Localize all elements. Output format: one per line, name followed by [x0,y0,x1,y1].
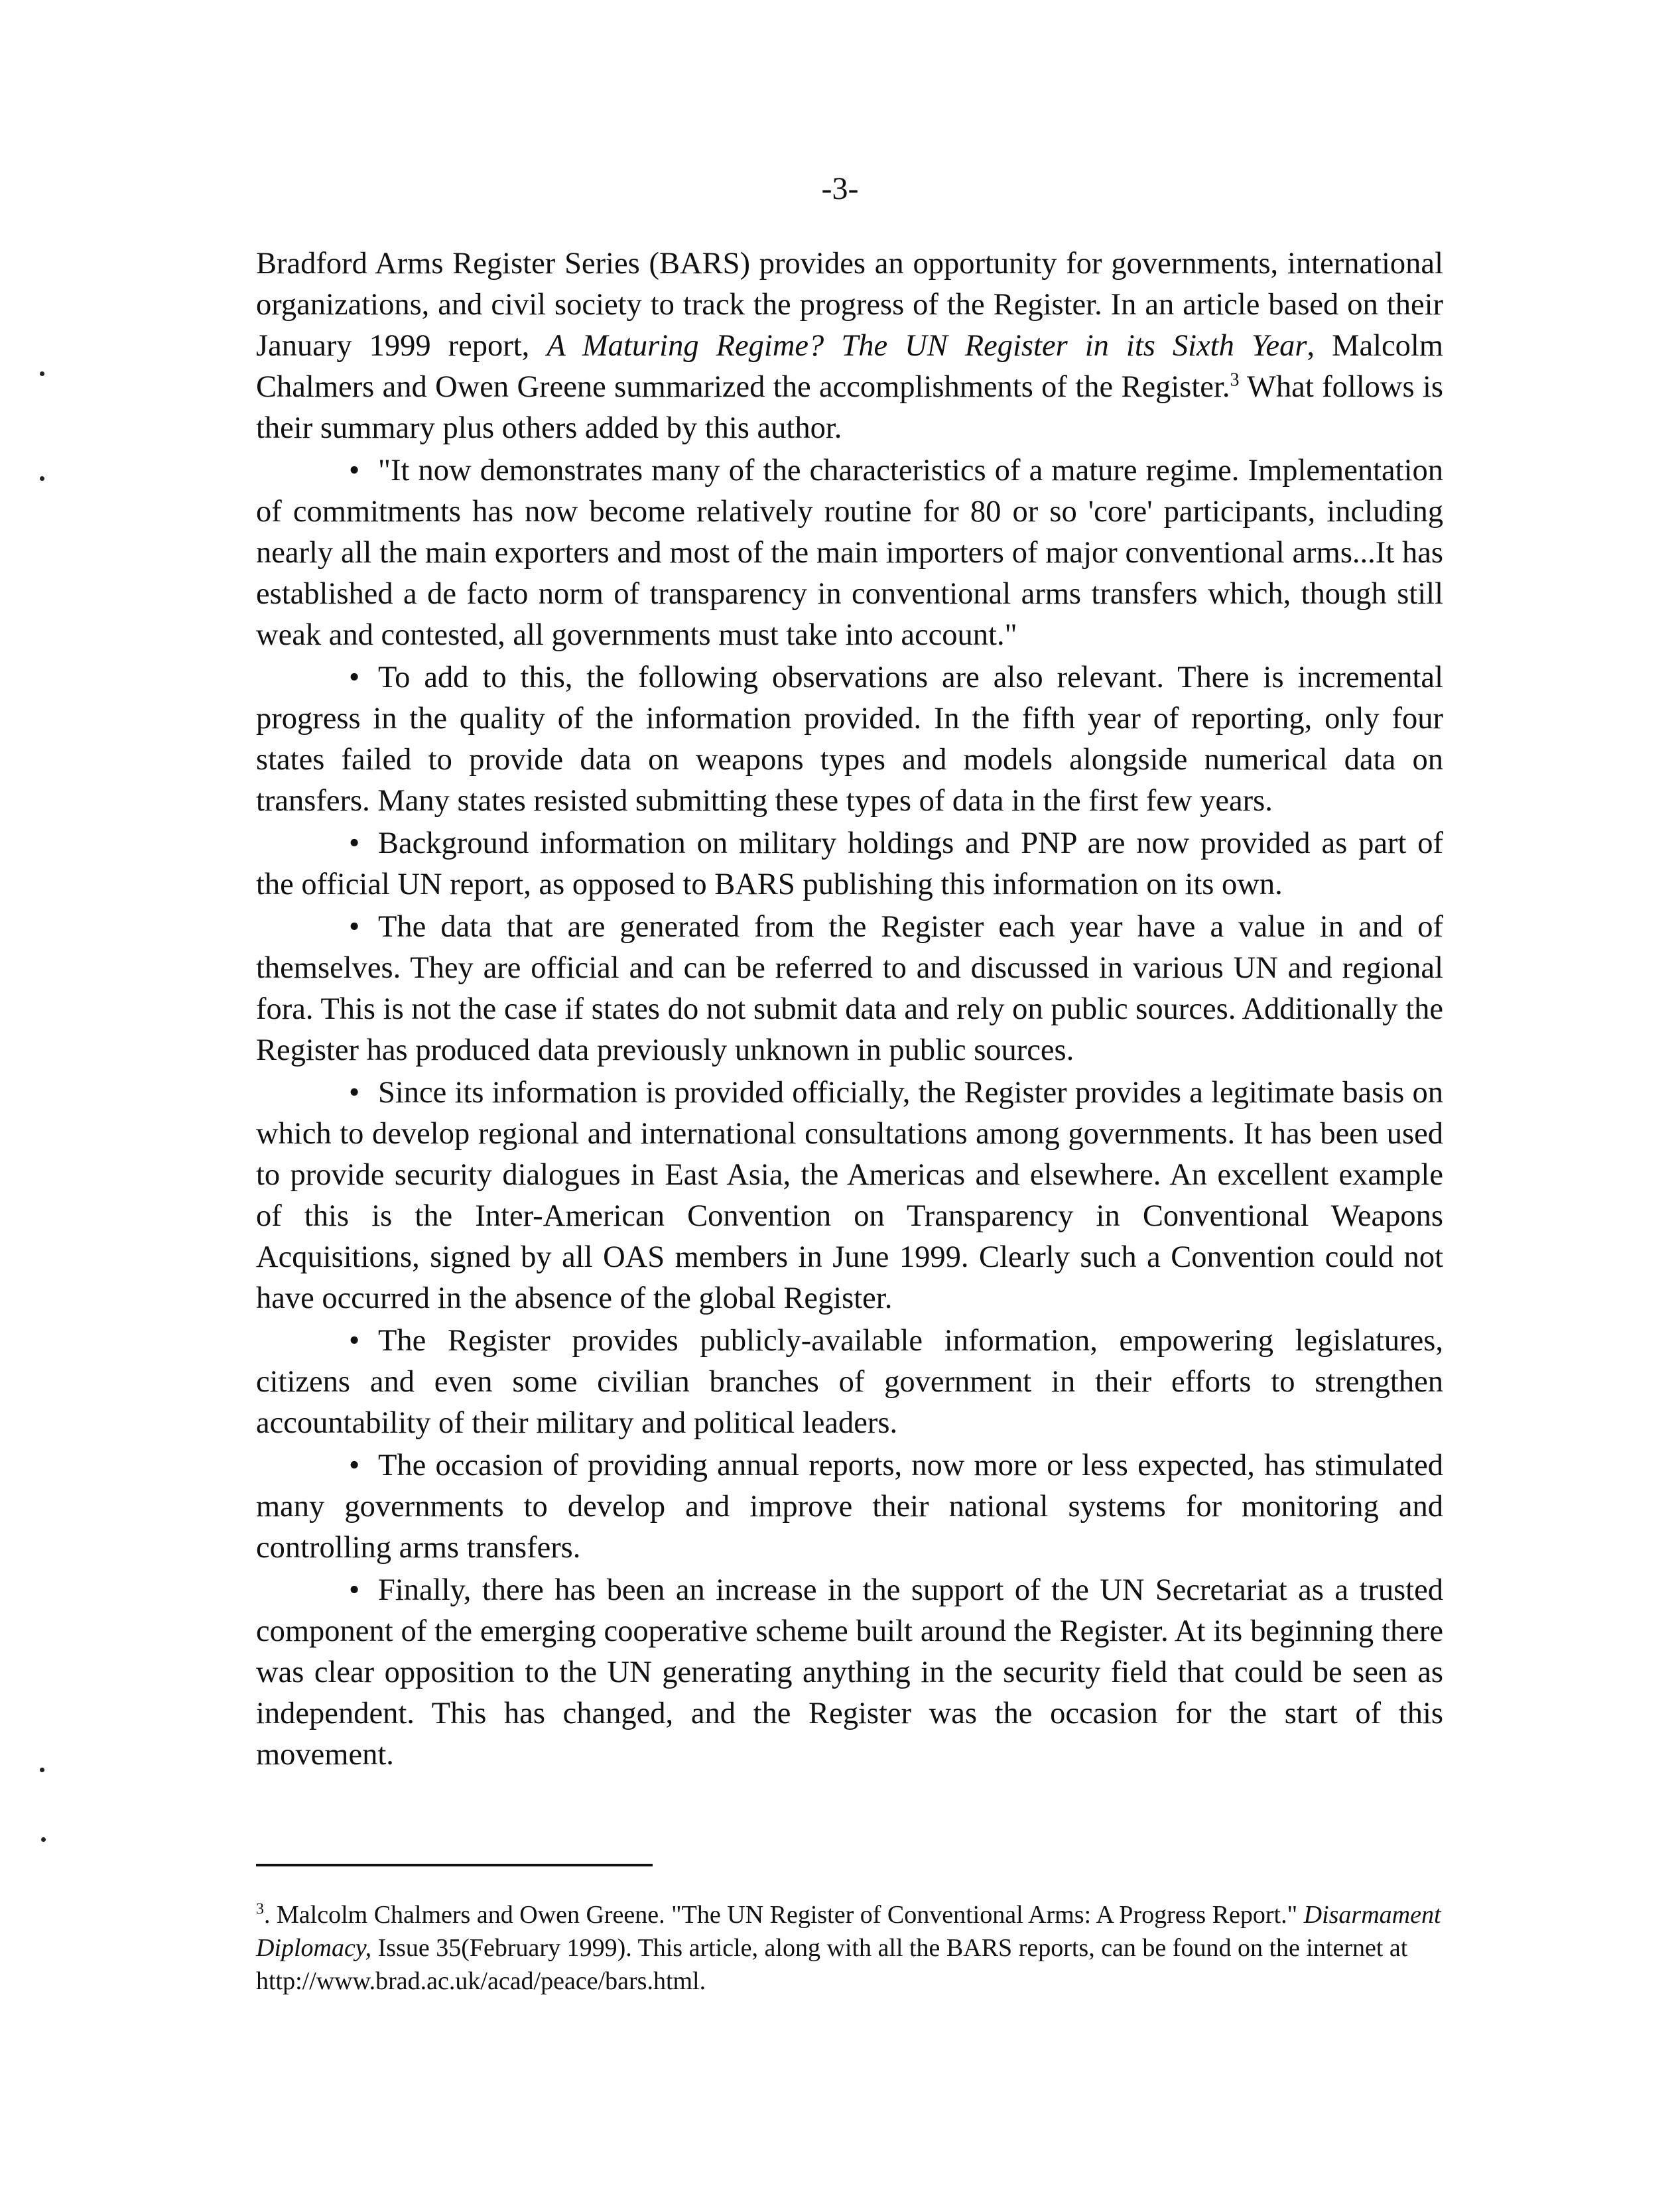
intro-text-2: , Malcolm Chalmers and Owen Greene summarized the accomplishments of the Register. [256,329,1443,404]
bullet-text: The Register provides publicly-available information, empowering legislatures, citizens and even some civilian branches of government in their efforts to strengthen accountability of their military and political leaders. [256,1324,1443,1440]
scan-speck [40,1768,44,1772]
footnote-journal: Disarmament Diplomacy, [256,1901,1441,1962]
bullet-text: "It now demonstrates many of the characteristics of a mature regime. Implementation of commitments has now become relatively routine for 80 or so 'core' participants, including nearly all the main exporters and most of the main importers of major conventional arms...It has established a de facto norm of transparency in conventional arms transfers which, though still weak and contested, all governments must take into account." [256,454,1443,652]
body-text [256,243,1443,1776]
bullet-item [256,657,1443,822]
scan-speck [40,371,44,376]
bullet-icon: • [349,1449,360,1482]
bullet-icon: • [349,910,360,944]
bullet-icon: • [349,1573,360,1607]
bullet-item [256,823,1443,905]
scan-speck [40,476,44,481]
bullet-item [256,1321,1443,1444]
bullet-icon: • [349,454,360,487]
footnote [256,1898,1443,1998]
bullet-text: The data that are generated from the Register each year have a value in and of themselves. They are official and can be referred to and discussed in various UN and regional fora. This is not the case if states do not submit data and rely on public sources. Additionally the Register has produced data previously unknown in public sources. [256,910,1443,1067]
bullet-icon: • [349,1076,360,1110]
bullet-text: The occasion of providing annual reports, now more or less expected, has stimulated many governments to develop and improve their national systems for monitoring and controlling arms transfers. [256,1449,1443,1565]
scan-speck [41,1837,46,1842]
footnote-rest: Issue 35(February 1999). This article, along with all the BARS reports, can be found on the internet at http://www.brad.ac.uk/acad/peace/bars.html. [256,1934,1408,1995]
bullet-icon: • [349,826,360,860]
bullet-text: Finally, there has been an increase in the support of the UN Secretariat as a trusted component of the emerging cooperative scheme built around the Register. At its beginning there was clear opposition to the UN generating anything in the security field that could be seen as independent. This has changed, and the Register was the occasion for the start of this movement. [256,1573,1443,1772]
footnote-marker: 3 [256,1900,264,1918]
footnote-reference: 3 [1230,369,1240,391]
bullet-item [256,450,1443,656]
intro-text-3: What follows is their summary plus others added by this author. [256,370,1444,445]
bullet-text: Background information on military holdings and PNP are now provided as part of the official UN report, as opposed to BARS publishing this information on its own. [256,826,1443,901]
report-title: A Maturing Regime? The UN Register in its Sixth Year [547,329,1307,363]
bullet-item [256,1570,1443,1776]
footnote-lead: . Malcolm Chalmers and Owen Greene. "The UN Register of Conventional Arms: A Progress Report." [264,1901,1304,1929]
footnote-divider [256,1864,653,1866]
intro-paragraph [256,243,1443,449]
page-number: -3- [821,171,859,206]
bullet-text: Since its information is provided officially, the Register provides a legitimate basis on which to develop regional and international consultations among governments. It has been used to provide security dialogues in East Asia, the Americas and elsewhere. An excellent example of this is the Inter-American Convention on Transparency in Conventional Weapons Acquisitions, signed by all OAS members in June 1999. Clearly such a Convention could not have occurred in the absence of the global Register. [256,1076,1443,1315]
bullet-item [256,1445,1443,1569]
bullet-item [256,907,1443,1071]
bullet-icon: • [349,1324,360,1358]
bullet-text: To add to this, the following observations are also relevant. There is incremental progress in the quality of the information provided. In the fifth year of reporting, only four states failed to provide data on weapons types and models alongside numerical data on transfers. Many states resisted submitting these types of data in the first few years. [256,661,1443,818]
bullet-icon: • [349,661,360,694]
intro-text-1: Bradford Arms Register Series (BARS) provides an opportunity for governments, international organizations, and civil society to track the progress of the Register. In an article based on their January 1999 report, [256,247,1443,363]
bullet-item [256,1072,1443,1319]
